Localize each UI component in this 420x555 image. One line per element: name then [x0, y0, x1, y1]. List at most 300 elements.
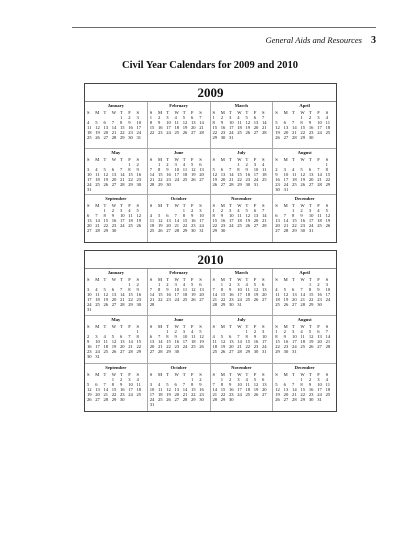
- day-cell: 1: [166, 329, 169, 335]
- day-cell: 22: [220, 391, 226, 397]
- day-cell: 15: [212, 218, 218, 224]
- day-cell: 6: [283, 381, 286, 387]
- weekday-label: S: [136, 277, 140, 282]
- day-cell: 26: [199, 344, 204, 350]
- weekday-label: F: [253, 371, 257, 377]
- day-cell: 5: [191, 161, 194, 167]
- day-cell: 9: [308, 381, 312, 387]
- day-cell: [262, 182, 270, 187]
- day-cell: 24: [237, 391, 242, 397]
- day-cell: 9: [275, 171, 278, 177]
- day-cell: 13: [199, 166, 204, 172]
- day-cell: 6: [174, 381, 177, 387]
- day-cell: 19: [300, 176, 306, 182]
- day-cell: 8: [245, 334, 248, 340]
- day-cell: 23: [220, 130, 226, 135]
- day-cell: 28: [292, 135, 297, 140]
- day-cell: 1: [212, 208, 215, 214]
- day-cell: 21: [262, 125, 267, 130]
- weekday-label: T: [292, 156, 295, 162]
- day-cell: 12: [283, 292, 289, 297]
- day-cell: [175, 402, 183, 407]
- day-cell: 17: [128, 386, 133, 392]
- day-cell: 10: [317, 381, 322, 387]
- day-cell: 26: [166, 396, 171, 402]
- month-name: September: [105, 364, 127, 370]
- day-cell: 4: [182, 282, 186, 287]
- day-cell: [128, 397, 136, 402]
- month-block: [85, 102, 148, 149]
- day-cell: 29: [191, 396, 196, 402]
- day-cell: 3: [317, 376, 320, 382]
- day-cell: 26: [275, 135, 280, 140]
- day-cell: 20: [253, 125, 259, 130]
- day-cell: 15: [182, 218, 188, 224]
- day-cell: 21: [158, 344, 163, 350]
- day-cell: [120, 228, 128, 233]
- day-grid: [150, 157, 208, 187]
- day-cell: [326, 187, 334, 192]
- day-cell: 6: [87, 213, 90, 219]
- day-cell: 2: [275, 166, 278, 172]
- day-cell: 2: [128, 115, 131, 120]
- day-cell: 27: [229, 349, 234, 355]
- weekday-label: F: [191, 277, 194, 282]
- day-cell: [309, 187, 317, 192]
- day-cell: [199, 182, 207, 187]
- day-cell: 19: [220, 344, 226, 350]
- weekday-label: T: [182, 156, 186, 162]
- day-cell: 1: [111, 376, 115, 382]
- day-cell: 27: [120, 349, 125, 355]
- day-cell: 8: [300, 120, 303, 125]
- day-cell: 27: [103, 135, 109, 140]
- day-cell: 21: [325, 339, 331, 345]
- weekday-label: T: [166, 277, 170, 282]
- day-cell: 17: [87, 176, 92, 182]
- day-cell: 29: [220, 396, 226, 402]
- day-cell: 29: [128, 302, 133, 307]
- day-cell: 8: [191, 381, 194, 387]
- day-cell: 13: [166, 218, 171, 224]
- day-cell: 1: [220, 376, 224, 382]
- day-cell: 30: [275, 186, 280, 192]
- month-name: October: [170, 196, 187, 202]
- day-cell: 4: [158, 381, 161, 387]
- weekday-label: W: [300, 110, 305, 115]
- month-block: [211, 364, 274, 411]
- day-cell: 27: [262, 297, 267, 302]
- day-cell: 14: [149, 171, 155, 177]
- weekday-label: M: [283, 371, 288, 377]
- day-cell: 31: [95, 354, 100, 360]
- day-cell: 11: [136, 381, 141, 387]
- day-cell: 2: [317, 282, 320, 287]
- day-cell: 12: [253, 381, 259, 387]
- day-cell: 7: [158, 334, 161, 340]
- day-cell: 29: [158, 181, 163, 187]
- day-cell: 22: [158, 297, 163, 302]
- day-cell: 26: [253, 297, 259, 302]
- day-cell: 4: [136, 376, 139, 382]
- page-title: Civil Year Calendars for 2009 and 2010: [122, 60, 298, 71]
- day-cell: 30: [308, 135, 314, 140]
- day-cell: 28: [317, 181, 322, 187]
- day-cell: 20: [317, 339, 322, 345]
- weekday-label: M: [283, 324, 288, 330]
- day-cell: 17: [253, 171, 259, 177]
- day-cell: 20: [262, 386, 267, 392]
- month-name: September: [105, 196, 127, 202]
- day-cell: 24: [128, 391, 133, 397]
- day-cell: [262, 228, 270, 233]
- day-cell: 30: [308, 396, 314, 402]
- day-cell: 5: [245, 115, 248, 120]
- day-cell: 23: [120, 391, 125, 397]
- day-cell: 27: [199, 176, 204, 182]
- day-cell: 4: [325, 115, 328, 120]
- day-cell: 27: [87, 228, 92, 234]
- day-cell: 14: [212, 386, 218, 392]
- day-cell: 24: [308, 223, 314, 229]
- day-cell: [246, 228, 254, 233]
- day-cell: 24: [174, 176, 180, 182]
- weekday-label: F: [191, 156, 194, 162]
- weekday-label: F: [317, 110, 320, 115]
- weekday-label: F: [128, 277, 131, 282]
- day-cell: 26: [103, 302, 109, 307]
- day-cell: 13: [174, 386, 180, 392]
- day-cell: 13: [308, 171, 314, 177]
- day-cell: [95, 307, 103, 312]
- day-cell: 29: [103, 228, 109, 234]
- day-cell: [120, 187, 128, 192]
- weekday-label: T: [245, 203, 249, 209]
- day-cell: 2: [136, 161, 139, 167]
- weekday-label: T: [103, 110, 107, 115]
- day-cell: 16: [120, 386, 125, 392]
- day-cell: 23: [229, 391, 234, 397]
- day-cell: 4: [95, 166, 98, 172]
- day-cell: 28: [212, 302, 218, 307]
- day-cell: 16: [275, 176, 280, 182]
- day-cell: 17: [317, 386, 322, 392]
- day-cell: 5: [308, 329, 312, 335]
- weekday-label: M: [220, 324, 225, 330]
- day-cell: 16: [111, 218, 117, 224]
- day-cell: 1: [158, 282, 161, 287]
- day-cell: 24: [136, 130, 142, 135]
- day-cell: 3: [128, 376, 131, 382]
- day-cell: 11: [245, 287, 250, 292]
- day-cell: 12: [220, 339, 226, 345]
- day-cell: 6: [253, 115, 257, 120]
- weekday-label: F: [253, 277, 257, 282]
- day-cell: 30: [166, 181, 171, 187]
- weekday-label: T: [103, 371, 107, 377]
- day-cell: 7: [182, 381, 186, 387]
- day-cell: 28: [262, 130, 267, 135]
- weekday-label: S: [87, 324, 90, 330]
- weekday-label: M: [220, 110, 225, 115]
- day-cell: 23: [128, 130, 133, 135]
- weekday-label: T: [229, 371, 232, 377]
- day-grid: [213, 157, 271, 187]
- weekday-label: T: [182, 277, 186, 282]
- day-cell: [137, 354, 145, 359]
- day-cell: 1: [191, 376, 194, 382]
- day-cell: 18: [87, 130, 92, 135]
- day-cell: 23: [174, 344, 180, 350]
- weekday-label: T: [245, 110, 249, 115]
- day-cell: 5: [95, 120, 98, 125]
- day-cell: 29: [212, 228, 218, 234]
- weekday-label: M: [95, 371, 100, 377]
- month-name: August: [297, 149, 312, 155]
- day-cell: 18: [95, 297, 100, 302]
- day-cell: 14: [120, 292, 125, 297]
- day-cell: 16: [308, 386, 314, 392]
- day-cell: [175, 302, 183, 307]
- weekday-label: S: [262, 156, 265, 162]
- month-name: February: [169, 103, 188, 108]
- month-block: [211, 102, 274, 149]
- day-cell: 7: [120, 287, 123, 292]
- day-cell: 30: [220, 228, 226, 234]
- day-cell: 26: [253, 391, 259, 397]
- day-cell: 22: [128, 176, 133, 182]
- month-block: [273, 102, 336, 149]
- day-cell: 9: [136, 287, 139, 292]
- day-cell: [199, 402, 207, 407]
- day-cell: 16: [199, 386, 204, 392]
- day-cell: 3: [253, 161, 257, 167]
- month-name: July: [237, 149, 246, 155]
- weekday-label: T: [292, 371, 295, 377]
- day-cell: [300, 349, 308, 354]
- day-cell: 5: [111, 334, 115, 340]
- month-block: [148, 149, 211, 196]
- day-cell: 21: [199, 125, 204, 130]
- day-cell: 16: [253, 339, 259, 345]
- day-cell: 17: [325, 292, 331, 297]
- day-cell: 21: [128, 344, 133, 350]
- month-grid: [85, 269, 336, 411]
- day-cell: 29: [275, 349, 280, 355]
- day-cell: 23: [111, 223, 117, 229]
- day-cell: 15: [292, 218, 297, 224]
- day-cell: 13: [283, 125, 289, 130]
- day-cell: 5: [220, 334, 224, 340]
- day-cell: [175, 182, 183, 187]
- day-cell: [199, 349, 207, 354]
- day-cell: 27: [317, 344, 322, 350]
- day-cell: 17: [182, 339, 188, 345]
- day-cell: 18: [325, 386, 331, 392]
- weekday-label: M: [95, 277, 100, 282]
- month-name: July: [237, 317, 246, 323]
- day-cell: 14: [174, 218, 180, 224]
- day-cell: 13: [199, 287, 204, 292]
- day-cell: 11: [103, 339, 108, 345]
- weekday-label: T: [182, 110, 186, 115]
- day-cell: [120, 307, 128, 312]
- day-cell: 20: [191, 125, 196, 130]
- day-cell: 25: [128, 223, 133, 229]
- day-cell: 2: [120, 376, 123, 382]
- day-cell: 9: [220, 213, 224, 219]
- day-cell: 18: [245, 292, 251, 297]
- day-cell: 31: [136, 135, 142, 140]
- weekday-label: S: [87, 156, 90, 162]
- day-cell: 15: [120, 125, 125, 130]
- day-cell: 1: [120, 115, 123, 120]
- day-cell: 2: [229, 376, 232, 382]
- day-cell: 8: [220, 287, 224, 292]
- day-cell: 3: [325, 282, 328, 287]
- month-name: June: [173, 317, 184, 323]
- day-cell: 21: [149, 176, 155, 182]
- day-cell: 25: [325, 391, 331, 397]
- day-cell: [191, 349, 199, 354]
- day-cell: 23: [245, 176, 251, 182]
- day-cell: 27: [111, 181, 117, 187]
- day-cell: 2: [308, 376, 312, 382]
- weekday-label: S: [199, 371, 202, 377]
- day-cell: 8: [237, 166, 240, 172]
- day-cell: 6: [103, 120, 106, 125]
- day-cell: 19: [103, 176, 109, 182]
- weekday-label: T: [229, 277, 232, 282]
- weekday-label: M: [158, 203, 163, 209]
- day-cell: 28: [237, 349, 242, 355]
- day-cell: [112, 307, 120, 312]
- day-cell: 19: [245, 218, 251, 224]
- day-cell: 31: [199, 228, 204, 234]
- day-cell: 22: [166, 344, 171, 350]
- month-grid: [85, 102, 336, 242]
- day-grid: [213, 203, 271, 233]
- weekday-label: M: [158, 371, 163, 377]
- day-cell: 24: [87, 302, 92, 307]
- day-cell: 30: [253, 349, 259, 355]
- day-cell: 10: [87, 171, 92, 177]
- day-cell: 24: [87, 181, 92, 187]
- day-cell: 20: [111, 297, 117, 302]
- day-cell: 21: [262, 218, 267, 224]
- day-cell: 19: [275, 130, 280, 135]
- day-cell: 21: [174, 223, 180, 229]
- weekday-label: T: [308, 110, 312, 115]
- month-block: [85, 364, 148, 411]
- day-cell: 20: [283, 130, 289, 135]
- day-cell: 2: [300, 208, 303, 214]
- day-cell: 4: [149, 213, 153, 219]
- day-cell: 12: [275, 125, 280, 130]
- day-cell: 21: [103, 391, 109, 397]
- weekday-label: S: [325, 156, 329, 162]
- day-cell: [104, 307, 112, 312]
- weekday-label: T: [120, 110, 123, 115]
- day-cell: 31: [87, 307, 92, 312]
- day-cell: 5: [212, 166, 215, 172]
- day-cell: 10: [325, 287, 331, 292]
- day-cell: 15: [237, 171, 242, 177]
- weekday-label: F: [191, 371, 194, 377]
- day-cell: 19: [87, 391, 92, 397]
- day-cell: 26: [220, 349, 226, 355]
- day-cell: 22: [245, 344, 251, 350]
- weekday-label: T: [120, 203, 123, 209]
- day-cell: [254, 228, 262, 233]
- day-cell: [246, 302, 254, 307]
- day-cell: 8: [158, 166, 161, 172]
- weekday-label: W: [237, 203, 242, 209]
- weekday-label: F: [253, 156, 257, 162]
- day-grid: [87, 372, 145, 402]
- day-cell: 10: [237, 287, 242, 292]
- day-cell: 30: [136, 181, 142, 187]
- day-cell: 22: [111, 391, 117, 397]
- day-cell: 28: [300, 302, 306, 307]
- weekday-label: S: [262, 277, 265, 282]
- day-cell: 31: [87, 186, 92, 192]
- running-head: [265, 35, 376, 46]
- day-cell: 22: [292, 223, 297, 229]
- day-cell: 17: [317, 125, 322, 130]
- month-name: March: [234, 103, 248, 108]
- weekday-label: S: [275, 324, 278, 330]
- weekday-label: F: [253, 203, 257, 209]
- day-cell: 22: [149, 130, 155, 135]
- day-cell: 3: [199, 208, 202, 214]
- day-cell: 3: [283, 166, 286, 172]
- day-cell: 28: [325, 344, 331, 350]
- day-cell: 26: [212, 181, 218, 187]
- day-cell: [254, 135, 262, 140]
- day-cell: 15: [149, 125, 155, 130]
- weekday-label: M: [220, 371, 225, 377]
- day-cell: [166, 302, 174, 307]
- day-cell: [326, 349, 334, 354]
- day-cell: 7: [120, 166, 123, 172]
- weekday-label: W: [237, 324, 242, 330]
- weekday-label: F: [253, 110, 257, 115]
- day-cell: 20: [275, 223, 280, 229]
- weekday-label: F: [128, 371, 131, 377]
- day-cell: 25: [292, 181, 297, 187]
- calendar-2009: [84, 83, 337, 243]
- day-cell: 8: [120, 120, 123, 125]
- weekday-label: S: [149, 371, 153, 377]
- day-cell: 5: [199, 329, 202, 335]
- day-cell: 17: [237, 386, 242, 392]
- day-cell: 4: [128, 208, 131, 214]
- day-cell: 23: [283, 344, 289, 350]
- day-cell: 13: [283, 386, 289, 392]
- day-cell: 4: [103, 334, 106, 340]
- day-cell: 25: [182, 176, 188, 182]
- day-cell: 13: [120, 339, 125, 345]
- day-cell: 9: [166, 287, 169, 292]
- month-name: December: [294, 196, 315, 202]
- day-cell: 25: [87, 135, 92, 140]
- weekday-label: T: [103, 156, 107, 162]
- day-cell: 23: [136, 176, 142, 182]
- day-cell: [183, 349, 191, 354]
- day-cell: 18: [325, 125, 331, 130]
- weekday-label: S: [136, 203, 140, 209]
